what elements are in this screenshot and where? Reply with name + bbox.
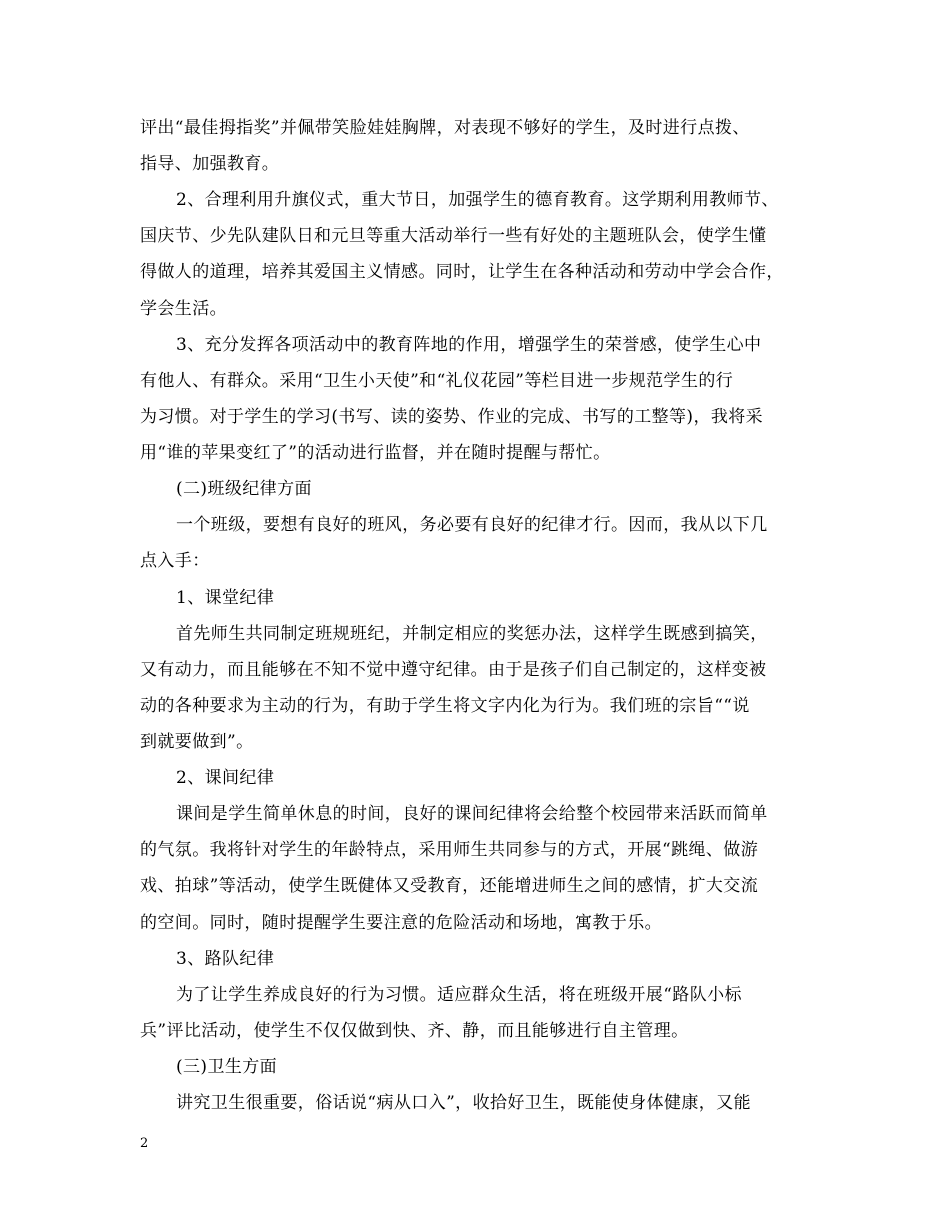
text-line: 一个班级，要想有良好的班风，务必要有良好的纪律才行。因而，我从以下几 (176, 515, 768, 535)
text-line: 戏、拍球”等活动，使学生既健体又受教育，还能增进师生之间的感情，扩大交流 (140, 876, 759, 896)
text-line: 用“谁的苹果变红了”的活动进行监督，并在随时提醒与帮忙。 (140, 443, 611, 463)
text-line: 2、合理利用升旗仪式，重大节日，加强学生的德育教育。这学期利用教师节、 (176, 190, 779, 210)
text-line: 兵”评比活动，使学生不仅仅做到快、齐、静，而且能够进行自主管理。 (140, 1021, 689, 1041)
text-line: 到就要做到”。 (140, 732, 254, 752)
text-line: 讲究卫生很重要，俗话说“病从口入”，收拾好卫生，既能使身体健康，又能 (176, 1093, 751, 1113)
text-line: 国庆节、少先队建队日和元旦等重大活动举行一些有好处的主题班队会，使学生懂 (140, 226, 767, 246)
text-line: 为了让学生养成良好的行为习惯。适应群众生活，将在班级开展“路队小标 (176, 985, 742, 1005)
text-line: 课间是学生简单休息的时间，良好的课间纪律将会给整个校园带来活跃而简单 (176, 804, 768, 824)
text-line: 评出“最佳拇指奖”并佩带笑脸娃娃胸牌，对表现不够好的学生，及时进行点拨、 (140, 118, 750, 138)
text-line: 动的各种要求为主动的行为，有助于学生将文字内化为行为。我们班的宗旨““说 (140, 696, 750, 716)
page-number: 2 (140, 1136, 149, 1151)
section-heading: (二)班级纪律方面 (176, 479, 312, 499)
text-line: 得做人的道理，培养其爱国主义情感。同时，让学生在各种活动和劳动中学会合作， (140, 262, 784, 282)
subsection-heading: 1、课堂纪律 (176, 588, 275, 608)
text-line: 点入手： (140, 551, 210, 571)
text-line: 又有动力，而且能够在不知不觉中遵守纪律。由于是孩子们自己制定的，这样变被 (140, 660, 767, 680)
section-heading: (三)卫生方面 (176, 1057, 278, 1077)
text-line: 指导、加强教育。 (140, 154, 280, 174)
text-line: 首先师生共同制定班规班纪，并制定相应的奖惩办法，这样学生既感到搞笑， (176, 624, 768, 644)
subsection-heading: 3、路队纪律 (176, 949, 275, 969)
text-line: 为习惯。对于学生的学习(书写、读的姿势、作业的完成、书写的工整等)，我将采 (140, 407, 764, 427)
text-line: 的空间。同时，随时提醒学生要注意的危险活动和场地，寓教于乐。 (140, 913, 662, 933)
text-line: 3、充分发挥各项活动中的教育阵地的作用，增强学生的荣誉感，使学生心中 (176, 335, 762, 355)
text-line: 的气氛。我将针对学生的年龄特点，采用师生共同参与的方式，开展“跳绳、做游 (140, 840, 759, 860)
subsection-heading: 2、课间纪律 (176, 768, 275, 788)
text-line: 学会生活。 (140, 299, 227, 319)
text-line: 有他人、有群众。采用“卫生小天使”和“礼仪花园”等栏目进一步规范学生的行 (140, 371, 734, 391)
